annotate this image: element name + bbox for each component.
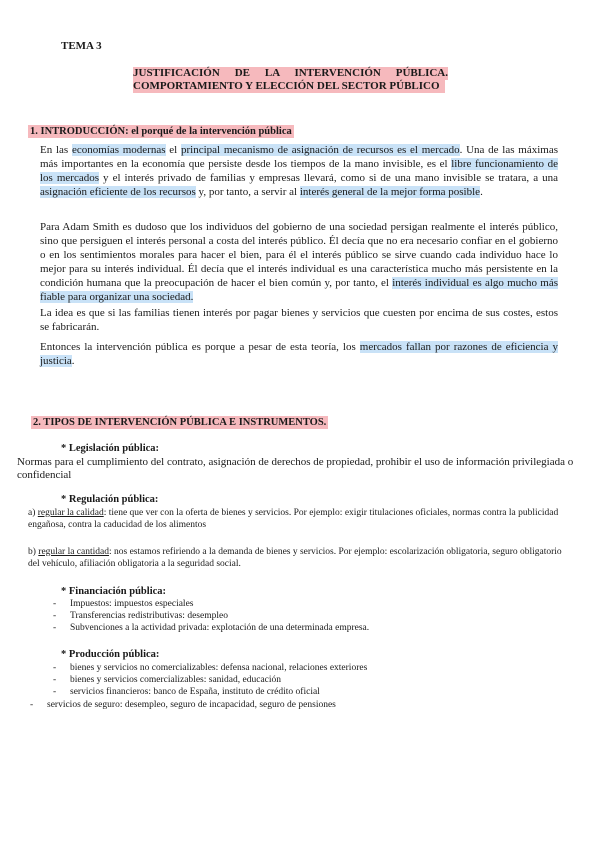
legislacion-text: Normas para el cumplimiento del contrato, asignación de derechos de propiedad, prohibir el uso de información privilegiada o confidencial bbox=[17, 456, 574, 481]
text-run: el bbox=[165, 144, 181, 156]
regulacion-item-a bbox=[28, 507, 568, 531]
document-title bbox=[133, 67, 448, 93]
highlighted-text: interés individual es algo mucho más fiable para organizar una sociedad. bbox=[40, 277, 558, 303]
regulacion-b-prefix: b) bbox=[28, 547, 36, 557]
list-item: - servicios financieros: banco de España, instituto de crédito oficial bbox=[53, 686, 367, 698]
text-run: Entonces la intervención pública es porque a pesar de esta teoría, los bbox=[40, 341, 360, 353]
intro-paragraph-3: La idea es que si las familias tienen interés por pagar bienes y servicios que cuesten por encima de sus costes, estos se fabricarán. bbox=[40, 307, 558, 333]
list-item: - servicios de seguro: desempleo, seguro de incapacidad, seguro de pensiones bbox=[30, 699, 336, 711]
highlighted-text: mercados fallan por razones de eficiencia y justicia bbox=[40, 341, 558, 367]
regulacion-heading: * Regulación pública: bbox=[61, 494, 159, 505]
text-run: . bbox=[71, 355, 75, 367]
legislacion-heading: * Legislación pública: bbox=[61, 443, 160, 454]
tema-label: TEMA 3 bbox=[61, 40, 102, 52]
highlighted-text: libre funcionamiento de los mercados bbox=[40, 158, 558, 184]
highlighted-text: principal mecanismo de asignación de recursos es el mercado bbox=[180, 144, 460, 156]
title-line-1: JUSTIFICACIÓN DE LA INTERVENCIÓN PÚBLICA. bbox=[133, 67, 448, 79]
highlighted-text: asignación eficiente de los recursos bbox=[40, 186, 196, 198]
list-item: - bienes y servicios no comercializables: defensa nacional, relaciones exteriores bbox=[53, 662, 367, 674]
list-item: - Transferencias redistributivas: desempleo bbox=[53, 610, 369, 622]
title-line-2: COMPORTAMIENTO Y ELECCIÓN DEL SECTOR PÚBLICO bbox=[133, 80, 445, 93]
section-2-heading: 2. TIPOS DE INTERVENCIÓN PÚBLICA E INSTRUMENTOS. bbox=[33, 417, 327, 428]
text-run: y, por tanto, a servir al bbox=[195, 186, 300, 198]
financiacion-heading: * Financiación pública: bbox=[61, 586, 167, 597]
financiacion-list bbox=[53, 598, 369, 634]
highlighted-text: economías modernas bbox=[71, 144, 166, 156]
produccion-list bbox=[53, 662, 367, 698]
produccion-heading: * Producción pública: bbox=[61, 649, 160, 660]
regulacion-item-b bbox=[28, 546, 568, 570]
intro-paragraph-1 bbox=[40, 143, 558, 199]
list-item: - Impuestos: impuestos especiales bbox=[53, 598, 369, 610]
list-item: - bienes y servicios comercializables: sanidad, educación bbox=[53, 674, 367, 686]
intro-paragraph-4 bbox=[40, 340, 558, 368]
regulacion-b-text: : nos estamos refiriendo a la demanda de bienes y servicios. Por ejemplo: escolarización obligatoria, seguro obligatorio del vehículo, afiliación obligatoria a la seguridad social. bbox=[28, 547, 562, 569]
section-1-heading: 1. INTRODUCCIÓN: el porqué de la intervención pública bbox=[30, 126, 292, 137]
highlighted-text: interés general de la mejor forma posible bbox=[299, 186, 481, 198]
regulacion-a-label: regular la calidad bbox=[37, 508, 104, 518]
text-run: y el interés privado de familias y empresas llevará, como si de una mano invisible se tratara, a una bbox=[99, 172, 559, 184]
text-run: En las bbox=[40, 144, 72, 156]
regulacion-b-label: regular la cantidad bbox=[38, 547, 109, 557]
text-run: Para Adam Smith es dudoso que los individuos del gobierno de una sociedad persigan realmente el interés público, sino que persiguen el interés personal a costa del interés público. Él decía que no era necesario confiar en el gobierno o en los sentimientos morales para hacer el bien, para él el interés público se sirve cuando cada individuo hace lo mejor para su interés individual. Él decía que el interés individual es una característica mucho más persistente en la condición humana que la preocupación de hacer el bien común y, por tanto, el bbox=[40, 221, 558, 289]
text-run: . bbox=[480, 186, 483, 198]
list-item: - Subvenciones a la actividad privada: explotación de una determinada empresa. bbox=[53, 622, 369, 634]
regulacion-a-text: : tiene que ver con la oferta de bienes y servicios. Por ejemplo: exigir titulaciones oficiales, normas contra la publicidad engañosa, contra la caducidad de los alimentos bbox=[28, 508, 559, 530]
produccion-last-item bbox=[30, 699, 336, 711]
text-run: . Una de las máximas más importantes en la economía que persiste desde los tiempos de la mano invisible, es el bbox=[40, 144, 558, 170]
regulacion-a-prefix: a) bbox=[28, 508, 36, 518]
intro-paragraph-2 bbox=[40, 220, 558, 304]
